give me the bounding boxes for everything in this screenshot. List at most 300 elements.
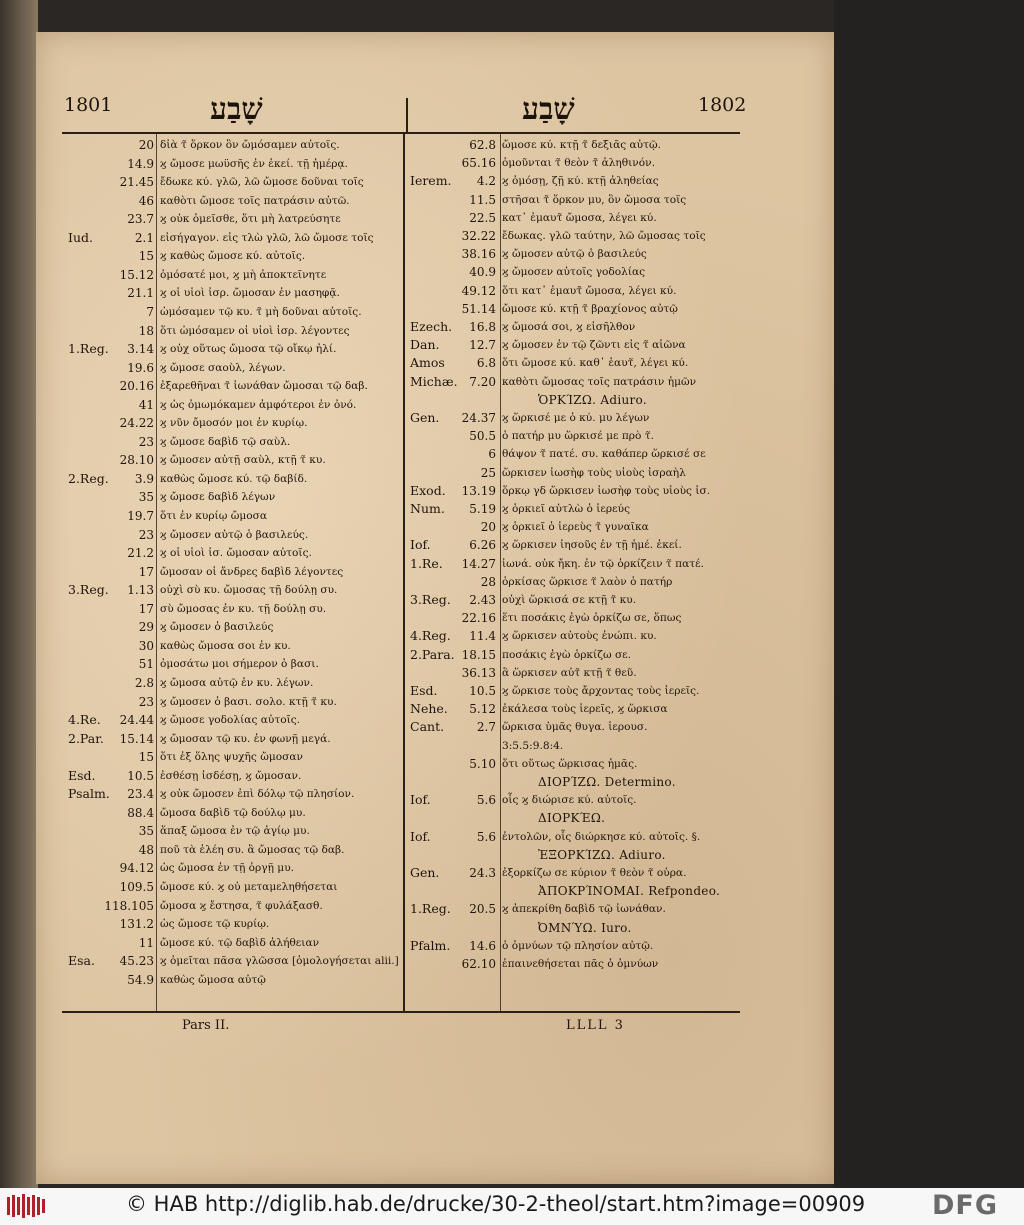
concordance-row [410, 445, 738, 463]
verse-reference: 36.13 [461, 665, 496, 680]
greek-quotation: ϗ οὐκ ὀμεῖσθε, ὅτι μὴ λατρεύσητε [160, 213, 341, 226]
concordance-row [68, 377, 400, 395]
concordance-row [410, 937, 738, 955]
verse-reference: 2.7 [476, 720, 496, 735]
verse-reference: 16.8 [469, 320, 496, 334]
concordance-row [410, 755, 738, 773]
concordance-row [68, 655, 400, 673]
verse-reference: 35 [138, 490, 154, 505]
concordance-row [410, 646, 738, 664]
book-spine-edge [0, 0, 38, 1188]
concordance-row [410, 500, 738, 518]
greek-quotation: ἔδωκας. γλῶ ταύτην, λῶ ὤμοσας τοῖς [502, 230, 706, 242]
verse-reference: 5.6 [476, 829, 496, 844]
verse-reference: 29 [138, 620, 154, 635]
concordance-row [68, 136, 400, 154]
greek-quotation: ὅτι ὤμοσε κύ. καθ᾽ ἑαυτ̃, λέγει κύ. [502, 357, 689, 370]
concordance-row [410, 409, 738, 427]
book-name: 1.Reg. [410, 901, 451, 917]
concordance-row [410, 846, 738, 864]
greek-quotation: ϗ ὤμοσε μωϋσῆς ἐν ἐκεί. τῇ ἡμέρᾳ. [160, 157, 349, 170]
concordance-row [68, 414, 400, 432]
concordance-row [68, 451, 400, 469]
scan-background [834, 0, 1024, 1188]
concordance-row [68, 952, 400, 970]
greek-quotation: ϗ ὤμοσα αὐτῷ ἐν κυ. λέγων. [160, 676, 314, 689]
verse-reference: 28 [480, 574, 496, 589]
greek-quotation: ἐσθέσῃ ἰσδέσῃ, ϗ ὤμοσαν. [160, 769, 302, 782]
book-name: 1.Reg. [68, 341, 109, 357]
verse-reference: 45.23 [119, 954, 154, 969]
concordance-row [68, 637, 400, 655]
concordance-row [68, 488, 400, 506]
hab-logo-icon [6, 1193, 46, 1219]
verse-reference: 49.12 [461, 283, 496, 298]
book-name: 4.Re. [68, 712, 101, 728]
concordance-row [68, 878, 400, 896]
concordance-row [68, 284, 400, 302]
book-name: Gen. [410, 410, 440, 425]
book-name: 2.Par. [68, 730, 104, 746]
concordance-row [68, 563, 400, 581]
concordance-row [410, 300, 738, 318]
verse-reference: 54.9 [127, 972, 154, 987]
book-name: Pfalm. [410, 937, 451, 953]
book-name: Amos [410, 355, 445, 371]
verse-reference: 24.22 [119, 416, 154, 431]
greek-quotation: ϗ ὥρκισε τοὺς ἄρχοντας τοὺς ἱερεῖς. [502, 685, 700, 697]
greek-quotation: ϗ ὥρκισεν ἰησοῦς ἐν τῇ ἡμέ. ἐκεί. [502, 539, 682, 552]
concordance-row [410, 227, 738, 245]
concordance-row [68, 229, 400, 247]
book-name: Iud. [68, 229, 93, 245]
greek-quotation: ἃ ὥρκισεν αὐτ̃ κτῇ τ̃ θεῦ. [502, 666, 637, 679]
greek-quotation: ϗ νῦν ὄμοσόν μοι ἐν κυρίῳ. [160, 417, 308, 430]
greek-quotation: ποσάκις ἐγὼ ὁρκίζω σε. [502, 648, 632, 661]
greek-quotation: ὡς ὤμοσε τῷ κυρίῳ. [160, 918, 270, 931]
greek-quotation: ϗ οὐχ οὕτως ὤμοσα τῷ οἴκῳ ἠλί. [160, 343, 337, 356]
book-name: Esd. [68, 767, 96, 783]
concordance-row [410, 591, 738, 609]
greek-quotation: ϗ ὤμοσε δαβὶδ λέγων [160, 491, 276, 504]
concordance-row [410, 482, 738, 500]
concordance-row [410, 136, 738, 154]
concordance-row [410, 664, 738, 682]
verse-reference: 19.7 [127, 509, 154, 523]
greek-quotation: ἐξορκίζω σε κύριον τ̃ θεὸν τ̃ οὐρα. [502, 867, 687, 879]
book-name: 4.Reg. [410, 628, 451, 644]
greek-quotation: ϗ ὀμόσῃ, ζῇ κύ. κτῇ ἀληθείας [502, 175, 659, 188]
concordance-row [410, 919, 738, 937]
book-name: Ezech. [410, 319, 453, 334]
greek-quotation: στῆσαι τ̃ ὅρκον μυ, ὃν ὤμοσα τοῖς [502, 193, 687, 206]
concordance-row [68, 785, 400, 803]
greek-quotation: ὀμοῦνται τ̃ θεὸν τ̃ ἀληθινόν. [502, 157, 655, 170]
greek-quotation: ϗ καθὼς ὤμοσε κύ. αὐτοῖς. [160, 250, 306, 263]
greek-quotation: ποῦ τὰ ἐλέη συ. ἃ ὤμοσας τῷ δαβ. [160, 843, 345, 856]
verse-reference: 62.8 [469, 138, 496, 152]
greek-quotation: εἰσήγαγον. εἰς τλὼ γλῶ, λῶ ὤμοσε τοῖς [160, 231, 374, 244]
verse-reference: 7.20 [469, 374, 496, 389]
verse-reference: 5.10 [469, 756, 496, 771]
greek-quotation: ἐκάλεσα τοὺς ἱερεῖς, ϗ ὥρκισα [502, 703, 668, 716]
verse-reference: 20.5 [469, 902, 496, 917]
greek-quotation: ϗ ὤμοσαν τῷ κυ. ἐν φωνῇ μεγά. [160, 732, 331, 745]
page-number-right: 1802 [698, 94, 747, 116]
lemma-heading: ἘΞΟΡΚΊΖΩ. Adiuro. [538, 847, 666, 862]
concordance-row [68, 822, 400, 840]
greek-quotation: ὥρκισα ὑμᾶς θυγα. ἱερουσ. [502, 721, 648, 734]
verse-reference: 15.12 [119, 267, 154, 282]
greek-quotation: ϗ ὤμοσεν αὐτῇ σαὺλ, κτῇ τ̃ κυ. [160, 454, 326, 467]
lemma-heading: ΔΙΟΡΚΈΩ. [538, 811, 606, 826]
verse-reference: 6 [488, 447, 496, 462]
greek-quotation: ὅρκῳ γδ ὥρκισεν ἰωσὴφ τοὺς υἱοὺς ἰσ. [502, 484, 711, 497]
concordance-row [68, 544, 400, 562]
verse-reference: 41 [138, 397, 154, 412]
concordance-row [410, 191, 738, 209]
book-name: Ierem. [410, 173, 452, 189]
verse-reference: 65.16 [461, 156, 496, 171]
verse-reference: 40.9 [469, 265, 496, 280]
greek-quotation: ὤμοσαν οἱ ἄνδρες δαβὶδ λέγοντες [160, 565, 344, 578]
verse-reference: 6.8 [476, 356, 496, 371]
concordance-row [410, 391, 738, 409]
verse-reference: 48 [138, 842, 154, 857]
concordance-row [68, 748, 400, 766]
verse-reference: 51.14 [461, 301, 496, 316]
concordance-row [410, 900, 738, 918]
concordance-row [410, 263, 738, 281]
greek-quotation: ὤμοσε κύ. κτῇ τ̃ βραχίονος αὐτῷ [502, 302, 678, 315]
concordance-row [410, 737, 738, 755]
greek-quotation: ὅτι ἐν κυρίῳ ὤμοσα [160, 510, 267, 522]
verse-reference: 62.10 [461, 957, 496, 971]
verse-reference: 23 [138, 434, 154, 449]
book-name: Dan. [410, 337, 440, 353]
concordance-row [410, 555, 738, 573]
greek-quotation: ὤμοσα δαβὶδ τῷ δούλῳ μυ. [160, 806, 306, 819]
concordance-row [410, 245, 738, 263]
greek-quotation: ἕτι ποσάκις ἐγὼ ὁρκίζω σε, ὅπως [502, 612, 682, 625]
verse-reference: 30 [138, 638, 154, 653]
greek-quotation: ϗ ὀμεῖται πᾶσα γλῶσσα [ὁμολογήσεται alii.] [160, 955, 399, 968]
greek-quotation: ὁ πατήρ μυ ὥρκισέ με πρὸ τ̃. [502, 430, 654, 443]
greek-quotation: ϗ ὥρκισεν αὐτοὺς ἐνώπι. κυ. [502, 630, 657, 643]
greek-quotation: ϗ ὤμοσεν ὁ βασιλεύς [160, 621, 274, 634]
part-label: Pars II. [182, 1018, 230, 1033]
book-name: 3.Reg. [410, 592, 451, 607]
greek-quotation: ϗ ἀπεκρίθη δαβὶδ τῷ ἰωνάθαν. [502, 903, 666, 916]
verse-reference: 17 [138, 601, 154, 616]
book-name: Esa. [68, 953, 95, 969]
verse-reference: 15 [138, 750, 154, 765]
verse-reference: 24.3 [469, 866, 496, 880]
verse-reference: 23 [138, 694, 154, 709]
greek-quotation: ὁ ὀμνύων τῷ πλησίον αὐτῷ. [502, 939, 654, 952]
concordance-row [410, 209, 738, 227]
lemma-heading: ὉΡΚΊΖΩ. Adiuro. [538, 392, 647, 407]
concordance-row [410, 955, 738, 973]
header-rule [62, 132, 740, 134]
greek-quotation: ϗ ὤμοσε δαβὶδ τῷ σαὺλ. [160, 435, 291, 448]
verse-reference: 94.12 [119, 861, 154, 876]
verse-reference: 109.5 [119, 880, 154, 894]
concordance-row [410, 172, 738, 190]
verse-reference: 22.16 [461, 611, 496, 626]
book-name: 3.Reg. [68, 582, 109, 598]
book-name: 2.Reg. [68, 470, 109, 486]
concordance-row [68, 433, 400, 451]
greek-quotation: ϗ ὤμοσε σαοὺλ, λέγων. [160, 361, 286, 374]
signature-mark: LLLL 3 [566, 1018, 625, 1033]
greek-quotation: οὐχὶ ὥρκισά σε κτῇ τ̃ κυ. [502, 594, 637, 606]
concordance-row [410, 373, 738, 391]
verse-reference: 18.15 [461, 647, 496, 662]
book-name: Iof. [410, 792, 431, 808]
verse-reference: 11.4 [469, 629, 496, 644]
bottom-rule [62, 1011, 740, 1013]
greek-quotation: ὀμόσατέ μοι, ϗ μὴ ἀποκτεῖνητε [160, 268, 327, 281]
greek-quotation: ὅτι ἐξ ὅλης ψυχῆς ὤμοσαν [160, 751, 303, 764]
concordance-row [68, 210, 400, 228]
verse-reference: 51 [138, 657, 154, 672]
greek-quotation: ἰωνά. οὐκ ἤκη. ἐν τῷ ὁρκίζειν τ̃ πατέ. [502, 557, 704, 570]
concordance-row [410, 718, 738, 736]
verse-reference: 22.5 [469, 210, 496, 225]
verse-reference: 21.45 [119, 175, 154, 190]
greek-quotation: ϗ ὥρκισέ με ὁ κύ. μυ λέγων [502, 412, 650, 424]
verse-reference: 35 [138, 824, 154, 839]
verse-reference: 1.13 [127, 583, 154, 598]
concordance-row [410, 809, 738, 827]
concordance-row [410, 609, 738, 627]
concordance-row [68, 155, 400, 173]
greek-quotation: καθὼς ὤμοσα σοι ἐν κυ. [160, 639, 291, 652]
verse-reference: 13.19 [461, 483, 496, 498]
verse-reference: 24.44 [119, 713, 154, 728]
greek-quotation: ϗ ὤμοσε γοδολίας αὐτοῖς. [160, 714, 301, 727]
book-name: 1.Re. [410, 555, 443, 571]
concordance-row [410, 828, 738, 846]
greek-quotation: ὁρκίσας ὥρκισε τ̃ λαὸν ὁ πατήρ [502, 575, 673, 588]
book-name: Cant. [410, 719, 445, 735]
lemma-heading: ὈΜΝΎΩ. Iuro. [538, 920, 632, 935]
verse-reference: 20.16 [119, 379, 154, 394]
greek-quotation: ὠμόσαμεν τῷ κυ. τ̃ μὴ δοῦναι αὐτοῖς. [160, 305, 362, 318]
concordance-row [68, 971, 400, 989]
verse-reference: 14.9 [127, 156, 154, 171]
greek-quotation: ἐπαινεθήσεται πᾶς ὁ ὀμνύων [502, 958, 659, 970]
verse-reference: 10.5 [469, 684, 496, 698]
concordance-row [410, 573, 738, 591]
concordance-row [410, 282, 738, 300]
verse-reference: 131.2 [119, 917, 154, 932]
greek-quotation: ϗ ὤμοσεν ἐν τῷ ζῶντι εἰς τ̃ αἰῶνα [502, 339, 686, 352]
verse-reference: 21.2 [127, 546, 154, 561]
concordance-row [410, 336, 738, 354]
book-name: Iof. [410, 828, 431, 844]
verse-reference: 23 [138, 527, 154, 542]
concordance-row [410, 154, 738, 172]
concordance-row [410, 882, 738, 900]
verse-reference: 15 [138, 249, 154, 264]
concordance-row [68, 897, 400, 915]
verse-reference: 21.1 [127, 286, 154, 301]
verse-reference: 24.37 [461, 411, 496, 425]
greek-quotation: ϗ ὤμοσεν αὐτῷ ὁ βασιλεύς. [160, 528, 309, 541]
concordance-row [68, 192, 400, 210]
book-name: Gen. [410, 865, 440, 880]
book-name: Num. [410, 501, 445, 516]
greek-quotation: ϗ οὐκ ὤμοσεν ἐπὶ δόλῳ τῷ πλησίον. [160, 788, 355, 801]
verse-reference: 2.43 [469, 593, 496, 607]
greek-quotation: κατ᾽ ἐμαυτ̃ ὤμοσα, λέγει κύ. [502, 211, 657, 224]
verse-reference: 46 [138, 193, 154, 208]
concordance-row [68, 804, 400, 822]
verse-reference: 118.105 [104, 898, 154, 913]
greek-quotation: ὅτι οὕτως ὥρκισας ἡμᾶς. [502, 757, 638, 770]
lemma-heading: ἈΠΟΚΡΊΝΟΜΑΙ. Refpondeo. [538, 884, 721, 899]
copyright-source-url[interactable]: © HAB http://diglib.hab.de/drucke/30-2-theol/start.htm?image=00909 [126, 1192, 866, 1216]
concordance-row [68, 526, 400, 544]
concordance-row [68, 859, 400, 877]
concordance-row [68, 470, 400, 488]
verse-reference: 88.4 [127, 805, 154, 820]
greek-quotation: ὤμοσε κύ. κτῇ τ̃ δεξιᾶς αὐτῷ. [502, 139, 661, 151]
dfg-logo: DFG [932, 1190, 999, 1221]
verse-reference: 20 [480, 520, 496, 535]
hebrew-headword-right: שָׁבַע [522, 92, 575, 127]
greek-quotation: οἷς ϗ διώρισε κύ. αὐτοῖς. [502, 794, 637, 807]
concordance-row [410, 536, 738, 554]
verse-reference: 23.7 [127, 212, 154, 227]
header-divider-vertical [406, 98, 408, 132]
concordance-row [68, 266, 400, 284]
concordance-row [410, 627, 738, 645]
book-name: Nehe. [410, 701, 448, 717]
concordance-row [68, 841, 400, 859]
concordance-row [68, 303, 400, 321]
book-name: 2.Para. [410, 646, 455, 662]
book-name: Esd. [410, 683, 438, 698]
verse-reference: 6.26 [469, 538, 496, 553]
greek-quotation: ϗ ὁρκιεῖ αὐτλὼ ὁ ἱερεύς [502, 503, 631, 515]
greek-quotation: καθὸτι ὤμοσας τοῖς πατράσιν ἡμῶν [502, 375, 697, 388]
greek-quotation: σὺ ὤμοσας ἐν κυ. τῇ δούλῃ συ. [160, 602, 327, 615]
greek-quotation: ἐντολῶν, οἷς διώρκησε κύ. αὐτοῖς. §. [502, 830, 701, 843]
concordance-row [68, 767, 400, 785]
concordance-row [68, 693, 400, 711]
concordance-row [68, 711, 400, 729]
concordance-row [68, 340, 400, 358]
concordance-row [410, 791, 738, 809]
concordance-row [410, 682, 738, 700]
concordance-row [68, 507, 400, 525]
greek-quotation: ἔδωκε κύ. γλῶ, λῶ ὤμοσε δοῦναι τοῖς [160, 176, 364, 189]
greek-quotation: ὡς ὤμοσα ἐν τῇ ὀργῇ μυ. [160, 862, 295, 875]
verse-reference: 4.2 [476, 174, 496, 189]
concordance-row [68, 730, 400, 748]
greek-quotation: ὥρκισεν ἰωσὴφ τοὺς υἱοὺς ἰσραὴλ [502, 466, 686, 479]
lemma-heading: ΔΙΟΡΊΖΩ. Determino. [538, 775, 676, 789]
greek-quotation: ὅτι κατ᾽ ἐμαυτ̃ ὤμοσα, λέγει κύ. [502, 284, 677, 297]
greek-quotation: καθὸτι ὤμοσε τοῖς πατράσιν αὐτῶ. [160, 194, 350, 207]
concordance-row [68, 934, 400, 952]
verse-reference: 14.6 [469, 938, 496, 953]
verse-reference: 23.4 [127, 787, 154, 802]
verse-reference: 11.5 [469, 192, 496, 207]
concordance-row [68, 618, 400, 636]
verse-reference: 3.9 [134, 471, 154, 486]
book-name: Michæ. [410, 373, 458, 389]
verse-reference: 10.5 [127, 768, 154, 783]
greek-quotation: ϗ ὤμοσεν ὁ βασι. σολο. κτῇ τ̃ κυ. [160, 695, 337, 708]
verse-reference: 15.14 [119, 731, 154, 746]
verse-reference: 14.27 [461, 556, 496, 571]
verse-reference: 5.6 [476, 793, 496, 808]
concordance-row [410, 354, 738, 372]
concordance-row [68, 359, 400, 377]
hebrew-headword-left: שָׁבַע [210, 92, 263, 127]
concordance-row [410, 464, 738, 482]
greek-quotation: ὅτι ὠμόσαμεν οἱ υἱοὶ ἰσρ. λέγοντες [160, 324, 350, 337]
verse-reference: 28.10 [119, 453, 154, 468]
verse-reference: 17 [138, 564, 154, 579]
concordance-row [410, 700, 738, 718]
concordance-row [410, 773, 738, 791]
greek-quotation: ἅπαξ ὤμοσα ἐν τῷ ἁγίῳ μυ. [160, 825, 310, 838]
greek-quotation: ὤμοσε κύ. ϗ οὐ μεταμεληθήσεται [160, 881, 338, 893]
greek-quotation: ἐξαρεθῆναι τ̃ ἰωνάθαν ὤμοσαι τῷ δαβ. [160, 380, 368, 393]
verse-reference: 2.1 [134, 230, 154, 245]
concordance-row [68, 915, 400, 933]
greek-quotation: 3:5.5:9.8:4. [502, 739, 564, 752]
concordance-row [68, 600, 400, 618]
greek-quotation: ϗ οἱ υἱοὶ ἰσρ. ὤμοσαν ἐν μασηφᾷ. [160, 287, 340, 300]
concordance-row [410, 318, 738, 336]
verse-reference: 3.14 [127, 342, 154, 357]
greek-quotation: ϗ ὤμοσεν αὐτοῖς γοδολίας [502, 266, 646, 279]
concordance-row [410, 518, 738, 536]
greek-quotation: δἰὰ τ̃ ὅρκον ὃν ὤμόσαμεν αὐτοῖς. [160, 139, 340, 151]
verse-reference: 19.6 [127, 360, 154, 375]
concordance-row [68, 322, 400, 340]
greek-quotation: ὤμοσε κύ. τῷ δαβὶδ ἀλήθειαν [160, 936, 320, 949]
concordance-row [68, 173, 400, 191]
verse-reference: 38.16 [461, 247, 496, 262]
greek-quotation: οὐχὶ σὺ κυ. ὤμοσας τῇ δούλῃ συ. [160, 584, 338, 597]
greek-quotation: καθὼς ὤμοσα αὐτῷ [160, 973, 266, 986]
greek-quotation: ϗ ὡς ὀμωμόκαμεν ἀμφότεροι ἐν ὀνό. [160, 398, 357, 411]
verse-reference: 5.19 [469, 502, 496, 516]
verse-reference: 32.22 [461, 229, 496, 243]
verse-reference: 2.8 [134, 675, 154, 690]
column-divider [403, 134, 405, 1012]
concordance-row [410, 427, 738, 445]
book-name: Psalm. [68, 786, 110, 802]
verse-reference: 25 [480, 465, 496, 480]
concordance-row [68, 247, 400, 265]
greek-quotation: καθὼς ὤμοσε κύ. τῷ δαβίδ. [160, 472, 308, 485]
concordance-row [68, 396, 400, 414]
greek-quotation: ϗ οἱ υἱοὶ ἰσ. ὤμοσαν αὐτοῖς. [160, 547, 312, 560]
concordance-row [68, 674, 400, 692]
greek-quotation: ϗ ὤμοσά σοι, ϗ εἰσῆλθον [502, 321, 636, 333]
greek-quotation: ϗ ὁρκιεῖ ὁ ἱερεὺς τ̃ γυναῖκα [502, 521, 649, 534]
greek-quotation: ὤμοσα ϗ ἔστησα, τ̃ φυλάξασθ. [160, 899, 323, 912]
greek-quotation: ὀμοσάτω μοι σήμερον ὁ βασι. [160, 658, 319, 671]
